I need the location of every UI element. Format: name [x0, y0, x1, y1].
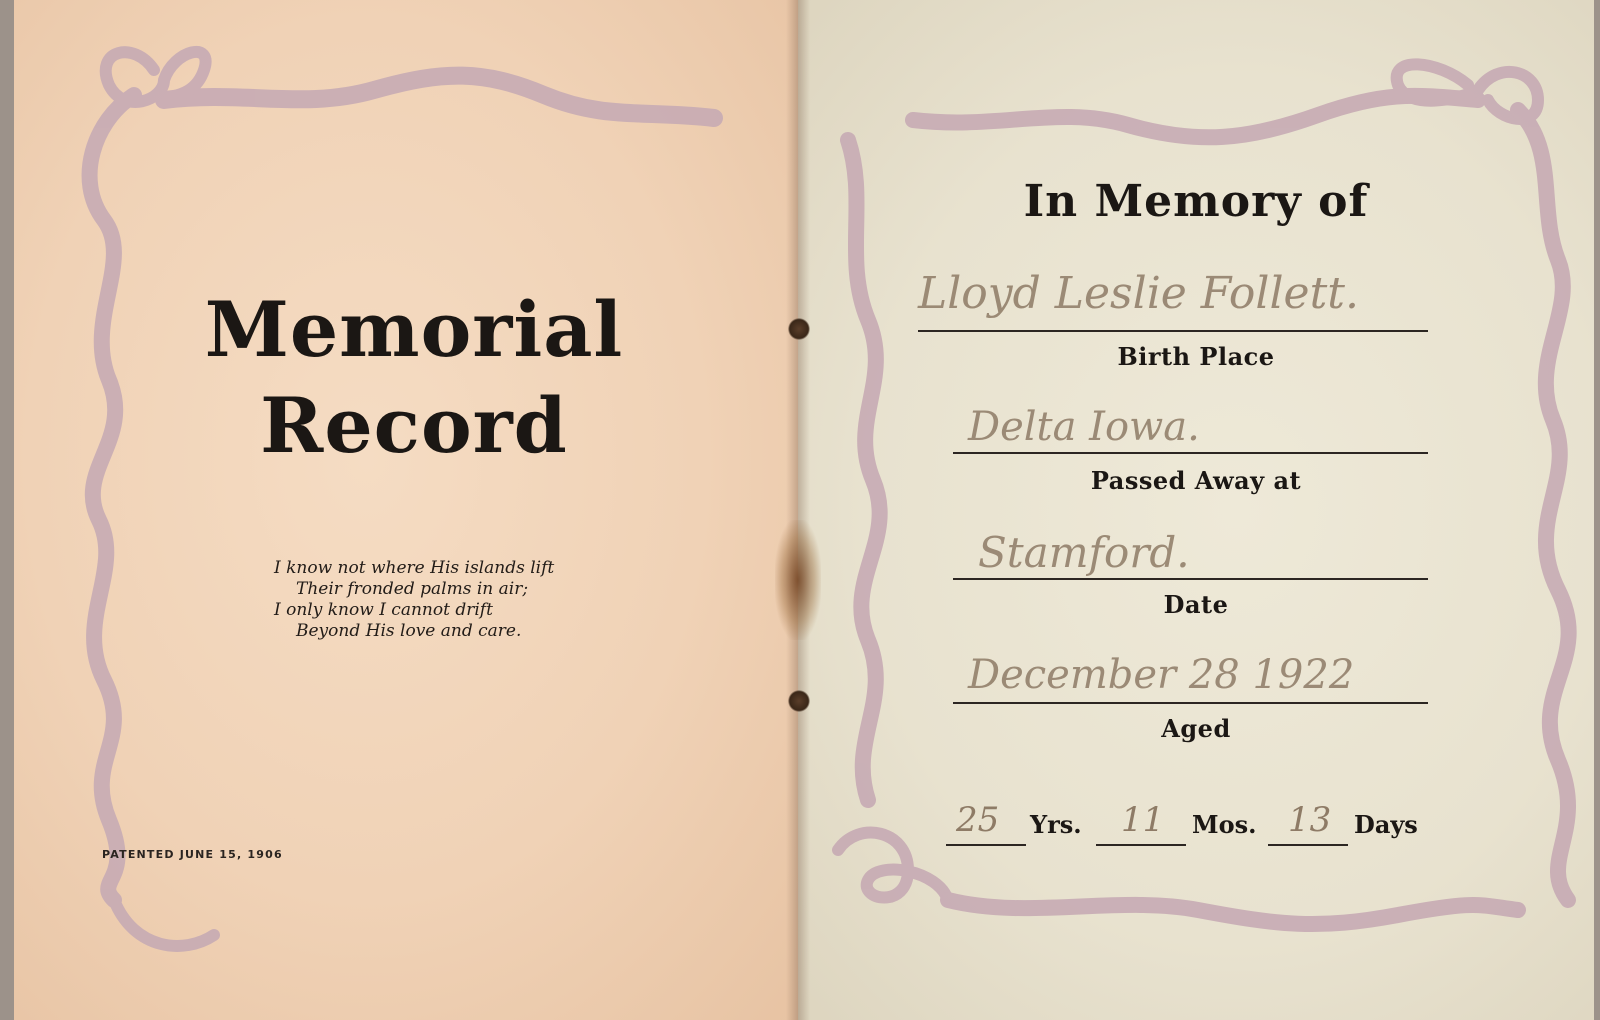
poem-verse [274, 558, 594, 642]
passed-away-handwriting: Stamford. [978, 528, 1190, 577]
binding-hole-top [788, 318, 810, 340]
name-line [918, 330, 1428, 332]
right-page [798, 0, 1594, 1020]
date-label: Date [1163, 590, 1229, 619]
poem-line-2: Their fronded palms in air; [296, 579, 529, 599]
title-line-memorial: Memorial [204, 285, 624, 374]
ribbon-border-right [798, 0, 1594, 1020]
date-handwriting: December 28 1922 [968, 652, 1355, 698]
aged-row [946, 800, 1436, 850]
name-handwriting: Lloyd Leslie Follett. [918, 268, 1359, 319]
memorial-record-title [164, 282, 664, 474]
passed-away-label: Passed Away at [1090, 466, 1302, 495]
rust-stain [775, 520, 821, 640]
title-line-record: Record [260, 381, 568, 470]
poem-line-4: Beyond His love and care. [296, 621, 522, 641]
binding-hole-bottom [788, 690, 810, 712]
aged-days-line [1268, 844, 1348, 846]
aged-months-line [1096, 844, 1186, 846]
date-line [953, 702, 1428, 704]
in-memory-of-title: In Memory of [1023, 176, 1369, 227]
aged-label: Aged [1161, 714, 1231, 743]
aged-days-handwriting: 13 [1288, 800, 1332, 840]
aged-months-handwriting: 11 [1121, 800, 1165, 840]
aged-years-handwriting: 25 [956, 800, 1000, 840]
birth-place-handwriting: Delta Iowa. [968, 404, 1200, 450]
left-page [14, 0, 798, 1020]
passed-away-line [953, 578, 1428, 580]
aged-years-line [946, 844, 1026, 846]
ribbon-border-left [14, 0, 798, 1020]
patent-notice: PATENTED JUNE 15, 1906 [102, 848, 283, 861]
poem-line-3: I only know I cannot drift [274, 600, 493, 620]
aged-days-label: Days [1354, 810, 1418, 839]
poem-line-1: I know not where His islands lift [274, 558, 555, 578]
birth-place-line [953, 452, 1428, 454]
book-gutter [786, 0, 810, 1020]
aged-months-label: Mos. [1192, 810, 1257, 839]
birth-place-label: Birth Place [1117, 342, 1275, 371]
aged-years-label: Yrs. [1030, 810, 1082, 839]
